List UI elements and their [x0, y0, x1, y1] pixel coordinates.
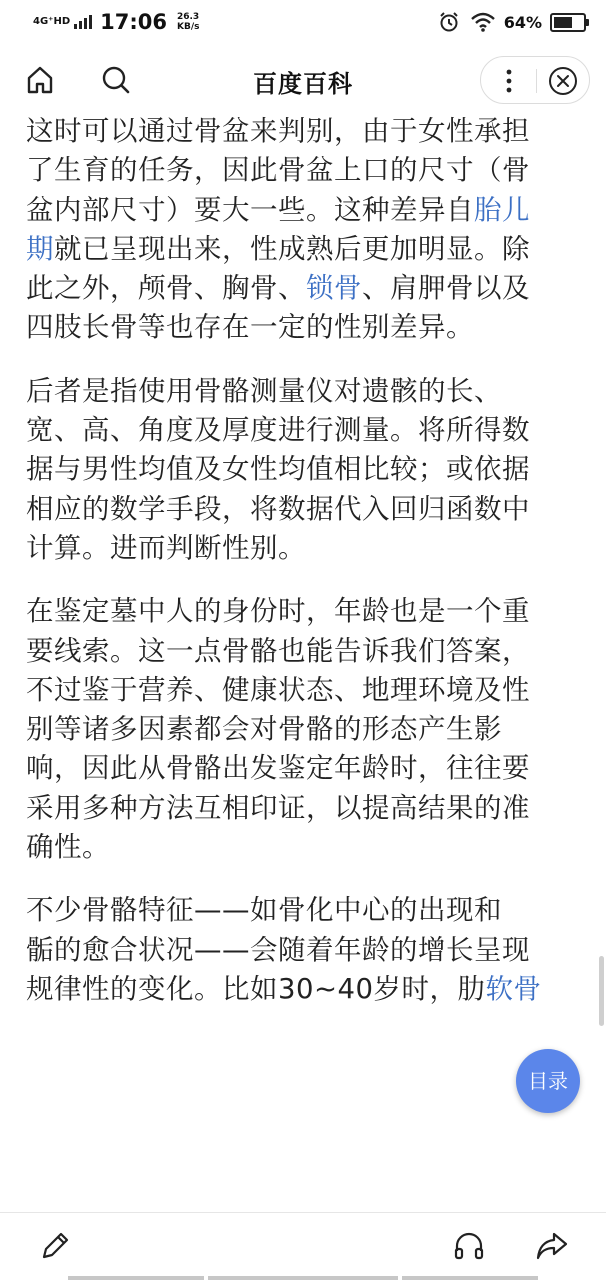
text-segment: 此之外，颅骨、胸骨、 [26, 272, 306, 305]
text-line [26, 411, 582, 450]
text-segment: 就已呈现出来，性成熟后更加明显。除 [54, 232, 530, 265]
status-right [438, 11, 586, 33]
edit-icon[interactable] [38, 1229, 72, 1263]
headphones-icon[interactable] [452, 1229, 486, 1263]
article-link[interactable]: 锁骨 [306, 272, 362, 305]
text-line [26, 710, 582, 749]
text-line [26, 450, 582, 489]
text-segment: 据与男性均值及女性均值相比较；或依据 [26, 453, 530, 486]
text-segment: 要线索。这一点骨骼也能告诉我们答案， [26, 634, 530, 667]
text-segment: 别等诸多因素都会对骨骼的形态产生影 [26, 713, 502, 746]
article-link[interactable]: 胎儿 [474, 193, 530, 226]
wifi-icon [470, 11, 496, 33]
text-segment: 计算。进而判断性别。 [26, 531, 306, 564]
text-line [26, 490, 582, 529]
text-segment: 确性。 [26, 831, 110, 864]
text-line [26, 308, 582, 347]
network-speed [177, 12, 199, 32]
text-segment: 不过鉴于营养、健康状态、地理环境及性 [26, 673, 530, 706]
text-segment: 相应的数学手段，将数据代入回归函数中 [26, 492, 530, 525]
network-type: 4G⁺HD [33, 16, 71, 27]
article-link[interactable]: 期 [26, 232, 54, 265]
article-paragraph [26, 891, 582, 1009]
text-line [26, 230, 582, 269]
text-segment: 宽、高、角度及厚度进行测量。将所得数 [26, 414, 530, 447]
text-segment: 规律性的变化。比如30~40岁时，肋 [26, 972, 486, 1005]
text-segment: 这时可以通过骨盆来判别，由于女性承担 [26, 115, 530, 147]
battery-icon [550, 13, 586, 32]
text-line [26, 931, 582, 970]
article-link[interactable]: 软骨 [485, 972, 542, 1005]
alarm-icon [438, 11, 460, 33]
status-left [33, 10, 199, 34]
text-segment: 响，因此从骨骼出发鉴定年龄时，往往要 [26, 752, 530, 785]
text-line [26, 592, 582, 631]
text-line [26, 151, 582, 190]
close-icon[interactable] [547, 65, 579, 97]
network-speed-unit: KB/s [176, 22, 200, 32]
system-nav-bar [0, 1276, 606, 1280]
text-line [26, 749, 582, 788]
text-line [26, 269, 582, 308]
text-line [26, 632, 582, 671]
text-segment: 骺的愈合状况——会随着年龄的增长呈现 [26, 933, 530, 966]
text-line [26, 372, 582, 411]
toc-button[interactable]: 目录 [516, 1049, 580, 1113]
text-segment: 了生育的任务，因此骨盆上口的尺寸（骨 [26, 154, 530, 187]
article-paragraph [26, 112, 582, 348]
text-segment: 盆内部尺寸）要大一些。这种差异自 [26, 193, 474, 226]
status-bar [0, 0, 606, 46]
text-line [26, 671, 582, 710]
bottom-toolbar [0, 1212, 606, 1281]
battery-level [554, 17, 572, 28]
text-line [26, 529, 582, 568]
article-paragraph [26, 372, 582, 568]
share-icon[interactable] [535, 1229, 569, 1263]
battery-percent: 64% [503, 12, 542, 32]
text-segment: 不少骨骼特征——如骨化中心的出现和 [26, 894, 502, 927]
article-body [26, 112, 582, 1033]
text-segment: 在鉴定墓中人的身份时，年龄也是一个重 [26, 595, 530, 628]
capsule-divider [536, 69, 537, 93]
app-header [0, 50, 606, 110]
clock-time: 17:06 [100, 10, 167, 34]
text-line [26, 112, 582, 151]
scroll-indicator[interactable] [599, 956, 604, 1026]
more-icon[interactable] [498, 67, 520, 95]
page-title: 百度百科 [253, 70, 353, 98]
network-speed-value: 26.3 [176, 12, 200, 22]
text-segment: 、肩胛骨以及 [362, 272, 530, 305]
text-line [26, 970, 582, 1009]
text-segment: 后者是指使用骨骼测量仪对遗骸的长、 [26, 374, 502, 407]
text-segment: 采用多种方法互相印证，以提高结果的准 [26, 791, 530, 824]
text-line [26, 789, 582, 828]
signal-icon [74, 15, 94, 29]
capsule-menu [480, 56, 590, 104]
text-segment: 四肢长骨等也存在一定的性别差异。 [26, 311, 474, 344]
article-paragraph [26, 592, 582, 867]
text-line [26, 891, 582, 930]
text-line [26, 828, 582, 867]
text-line [26, 191, 582, 230]
